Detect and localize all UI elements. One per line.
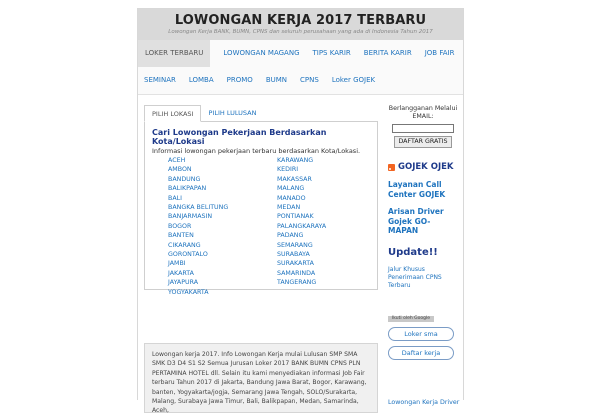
city-link[interactable]: TANGERANG [277, 279, 317, 287]
city-link[interactable]: MAKASSAR [277, 175, 312, 183]
city-link[interactable]: JAKARTA [168, 269, 194, 277]
city-link[interactable]: SURAKARTA [277, 260, 314, 268]
rss-title[interactable]: GOJEK OJEK [398, 162, 454, 172]
city-link[interactable]: BANJARMASIN [168, 213, 213, 221]
city-column-left [152, 156, 261, 297]
nav-item-loker-terbaru[interactable]: LOKER TERBARU [138, 40, 210, 67]
tab-panel-lokasi [144, 122, 378, 296]
page-container [137, 8, 464, 415]
subscribe-button[interactable]: DAFTAR GRATIS [394, 136, 451, 148]
location-tabs [144, 105, 378, 122]
city-link[interactable]: BANDUNG [168, 175, 201, 183]
city-link[interactable]: SURABAYA [277, 251, 310, 259]
nav-item-cpns[interactable]: CPNS [300, 76, 319, 84]
nav-item-loker-gojek[interactable]: Loker GOJEK [331, 76, 376, 84]
update-heading: Update!! [388, 246, 438, 258]
city-link[interactable]: PADANG [277, 232, 304, 240]
site-title[interactable]: LOWONGAN KERJA 2017 TERBARU [174, 13, 427, 28]
sidebar-link-arisan[interactable]: Arisan Driver Gojek GO-MAPAN [388, 207, 444, 235]
city-link[interactable]: BALIKPAPAN [168, 185, 207, 193]
nav-item-seminar[interactable]: SEMINAR [144, 76, 176, 84]
city-link[interactable]: JAYAPURA [168, 279, 199, 287]
city-link[interactable]: SAMARINDA [277, 269, 316, 277]
city-link[interactable]: MEDAN [277, 204, 301, 212]
nav-item-bumn[interactable]: BUMN [265, 76, 288, 84]
main-content [144, 105, 378, 296]
city-link[interactable]: GORONTALO [168, 251, 208, 259]
sidebar-link-cpns[interactable]: Jalur Khusus Penerimaan CPNS Terbaru [388, 265, 442, 289]
loker-sma-button[interactable]: Loker sma [388, 327, 454, 341]
main-nav [138, 40, 463, 95]
city-link[interactable]: MALANG [277, 185, 305, 193]
site-header [138, 9, 463, 40]
city-link[interactable]: PALANGKARAYA [277, 222, 327, 230]
nav-row-1 [138, 40, 463, 67]
site-description-box: Lowongan kerja 2017. Info Lowongan Kerja mulai Lulusan SMP SMA SMK D3 D4 S1 S2 Semua Jurusan Loker 2017 BANK BUMN CPNS PLN PERTAMINA HOTEL dll. Selain itu kami menyediakan informasi Job Fair terbaru Tahun 2017 di Jakarta, Bandung Jawa Barat, Bogor, Karawang, banten, Yogyakarta/jogja, Semarang Jawa Tengah, SOLO/Surakarta, Malang, Surabaya Jawa Timur, Bali, Balikpapan, Medan, Samarinda, Aceh, [144, 343, 378, 413]
city-link[interactable]: JAMBI [168, 260, 186, 268]
email-field[interactable] [392, 124, 454, 133]
sidebar [388, 105, 460, 406]
city-link[interactable]: MANADO [277, 194, 306, 202]
follow-badge[interactable]: Ikuti oleh Google [388, 316, 434, 322]
nav-item-lomba[interactable]: LOMBA [188, 76, 214, 84]
city-link[interactable]: KARAWANG [277, 157, 314, 164]
sidebar-link-driver[interactable]: Lowongan Kerja Driver [388, 399, 460, 406]
rss-widget-header [388, 162, 458, 172]
rss-icon[interactable] [388, 164, 395, 171]
site-description: Lowongan Kerja BANK, BUMN, CPNS dan seluruh perusahaan yang ada di Indonesia Tahun 2017 [168, 29, 433, 35]
city-link[interactable]: PONTIANAK [277, 213, 314, 221]
tab-pilih-lulusan[interactable]: PILIH LULUSAN [208, 109, 257, 117]
subscribe-widget [388, 105, 458, 148]
subscribe-label: Berlangganan Melalui EMAIL: [388, 105, 458, 120]
panel-subtitle: Informasi lowongan pekerjaan terbaru berdasarkan Kota/Lokasi. [152, 147, 361, 155]
city-link[interactable]: BOGOR [168, 222, 192, 230]
city-column-right [261, 156, 370, 297]
panel-title: Cari Lowongan Pekerjaan Berdasarkan Kota/Lokasi [152, 128, 327, 146]
city-link[interactable]: YOGYAKARTA [168, 288, 209, 296]
nav-item-tips-karir[interactable]: TIPS KARIR [312, 49, 351, 57]
nav-item-berita-karir[interactable]: BERITA KARIR [363, 49, 412, 57]
tab-pilih-lokasi[interactable]: PILIH LOKASI [144, 105, 201, 122]
sidebar-link-call-center[interactable]: Layanan Call Center GOJEK [388, 180, 446, 199]
city-link[interactable]: SEMARANG [277, 241, 313, 249]
city-list [152, 156, 370, 297]
city-link[interactable]: BANGKA BELITUNG [168, 204, 229, 212]
city-link[interactable]: ACEH [168, 157, 186, 164]
nav-item-job-fair[interactable]: JOB FAIR [424, 49, 455, 57]
city-link[interactable]: KEDIRI [277, 166, 299, 174]
city-link[interactable]: CIKARANG [168, 241, 201, 249]
nav-item-lowongan-magang[interactable]: LOWONGAN MAGANG [223, 49, 300, 57]
nav-item-promo[interactable]: PROMO [226, 76, 253, 84]
city-link[interactable]: BANTEN [168, 232, 194, 240]
city-link[interactable]: AMBON [168, 166, 192, 174]
nav-row-2 [138, 67, 463, 94]
city-link[interactable]: BALI [168, 194, 182, 202]
daftar-kerja-button[interactable]: Daftar kerja [388, 346, 454, 360]
